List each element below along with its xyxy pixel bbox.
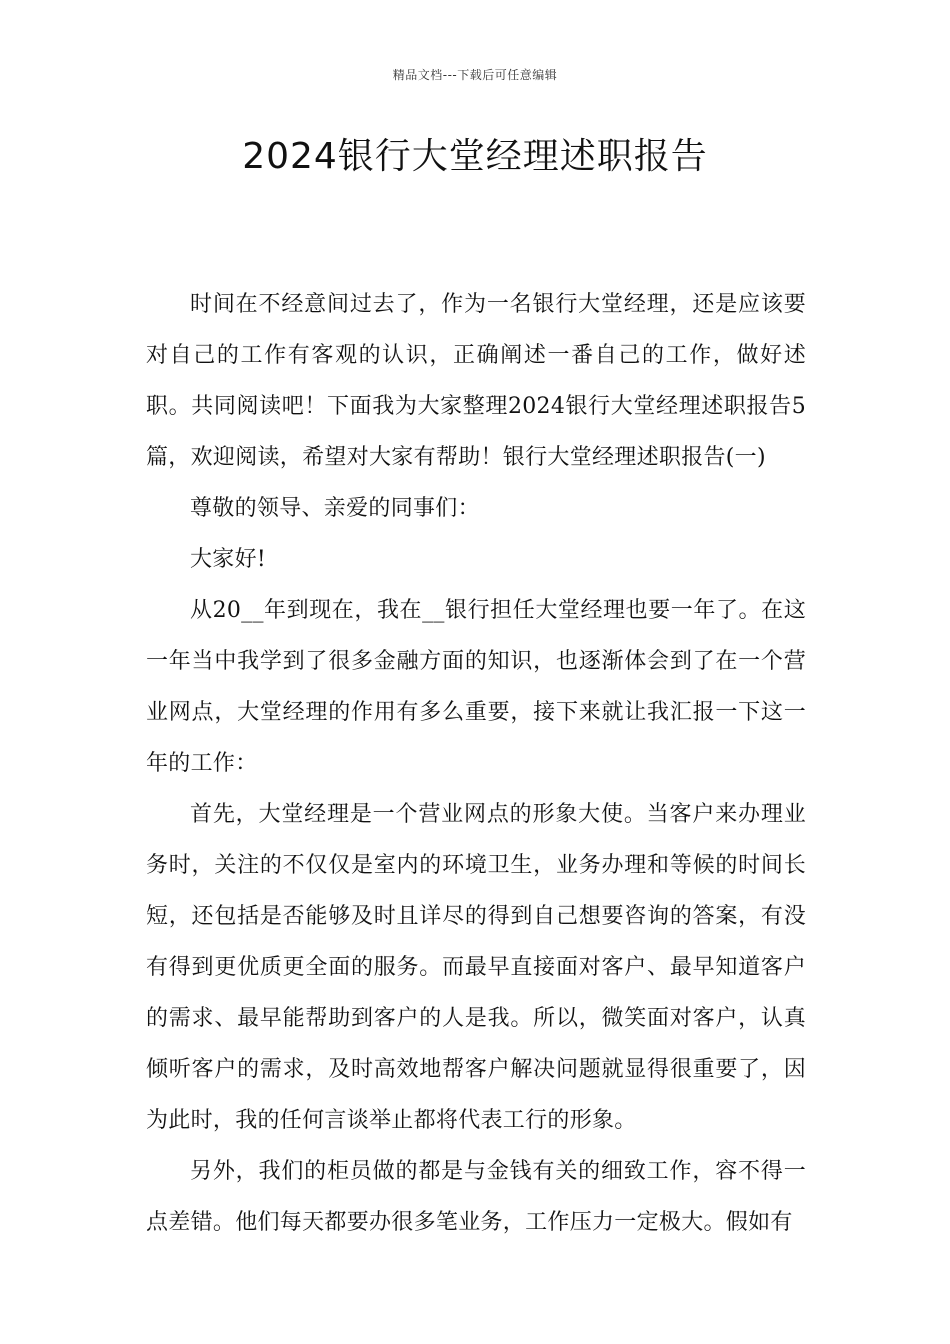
paragraph-salutation: 尊敬的领导、亲爱的同事们：: [190, 496, 480, 521]
paragraph-tellers: 另外，我们的柜员做的都是与金钱有关的细致工作，容不得一点差错。他们每天都要办很多笔业务，工作压力一定极大。假如有: [146, 1159, 806, 1235]
header-note: 精品文档---下载后可任意编辑: [392, 68, 558, 82]
document-title: 2024银行大堂经理述职报告: [242, 136, 708, 177]
paragraph-intro: 时间在不经意间过去了，作为一名银行大堂经理，还是应该要对自己的工作有客观的认识，正确阐述一番自己的工作，做好述职。共同阅读吧！下面我为大家整理2024银行大堂经理述职报告5篇，欢迎阅读，希望对大家有帮助！银行大堂经理述职报告(一): [146, 292, 806, 470]
paragraph-greeting: 大家好!: [190, 547, 267, 572]
paragraph-image-ambassador: 首先，大堂经理是一个营业网点的形象大使。当客户来办理业务时，关注的不仅仅是室内的环境卫生，业务办理和等候的时间长短，还包括是否能够及时且详尽的得到自己想要咨询的答案，有没有得到更优质更全面的服务。而最早直接面对客户、最早知道客户的需求、最早能帮助到客户的人是我。所以，微笑面对客户，认真倾听客户的需求，及时高效地帮客户解决问题就显得很重要了，因为此时，我的任何言谈举止都将代表工行的形象。: [146, 802, 806, 1133]
paragraph-year-summary: 从20__年到现在，我在__银行担任大堂经理也要一年了。在这一年当中我学到了很多金融方面的知识，也逐渐体会到了在一个营业网点，大堂经理的作用有多么重要，接下来就让我汇报一下这一年的工作：: [146, 598, 806, 776]
document-body: [146, 279, 806, 1248]
